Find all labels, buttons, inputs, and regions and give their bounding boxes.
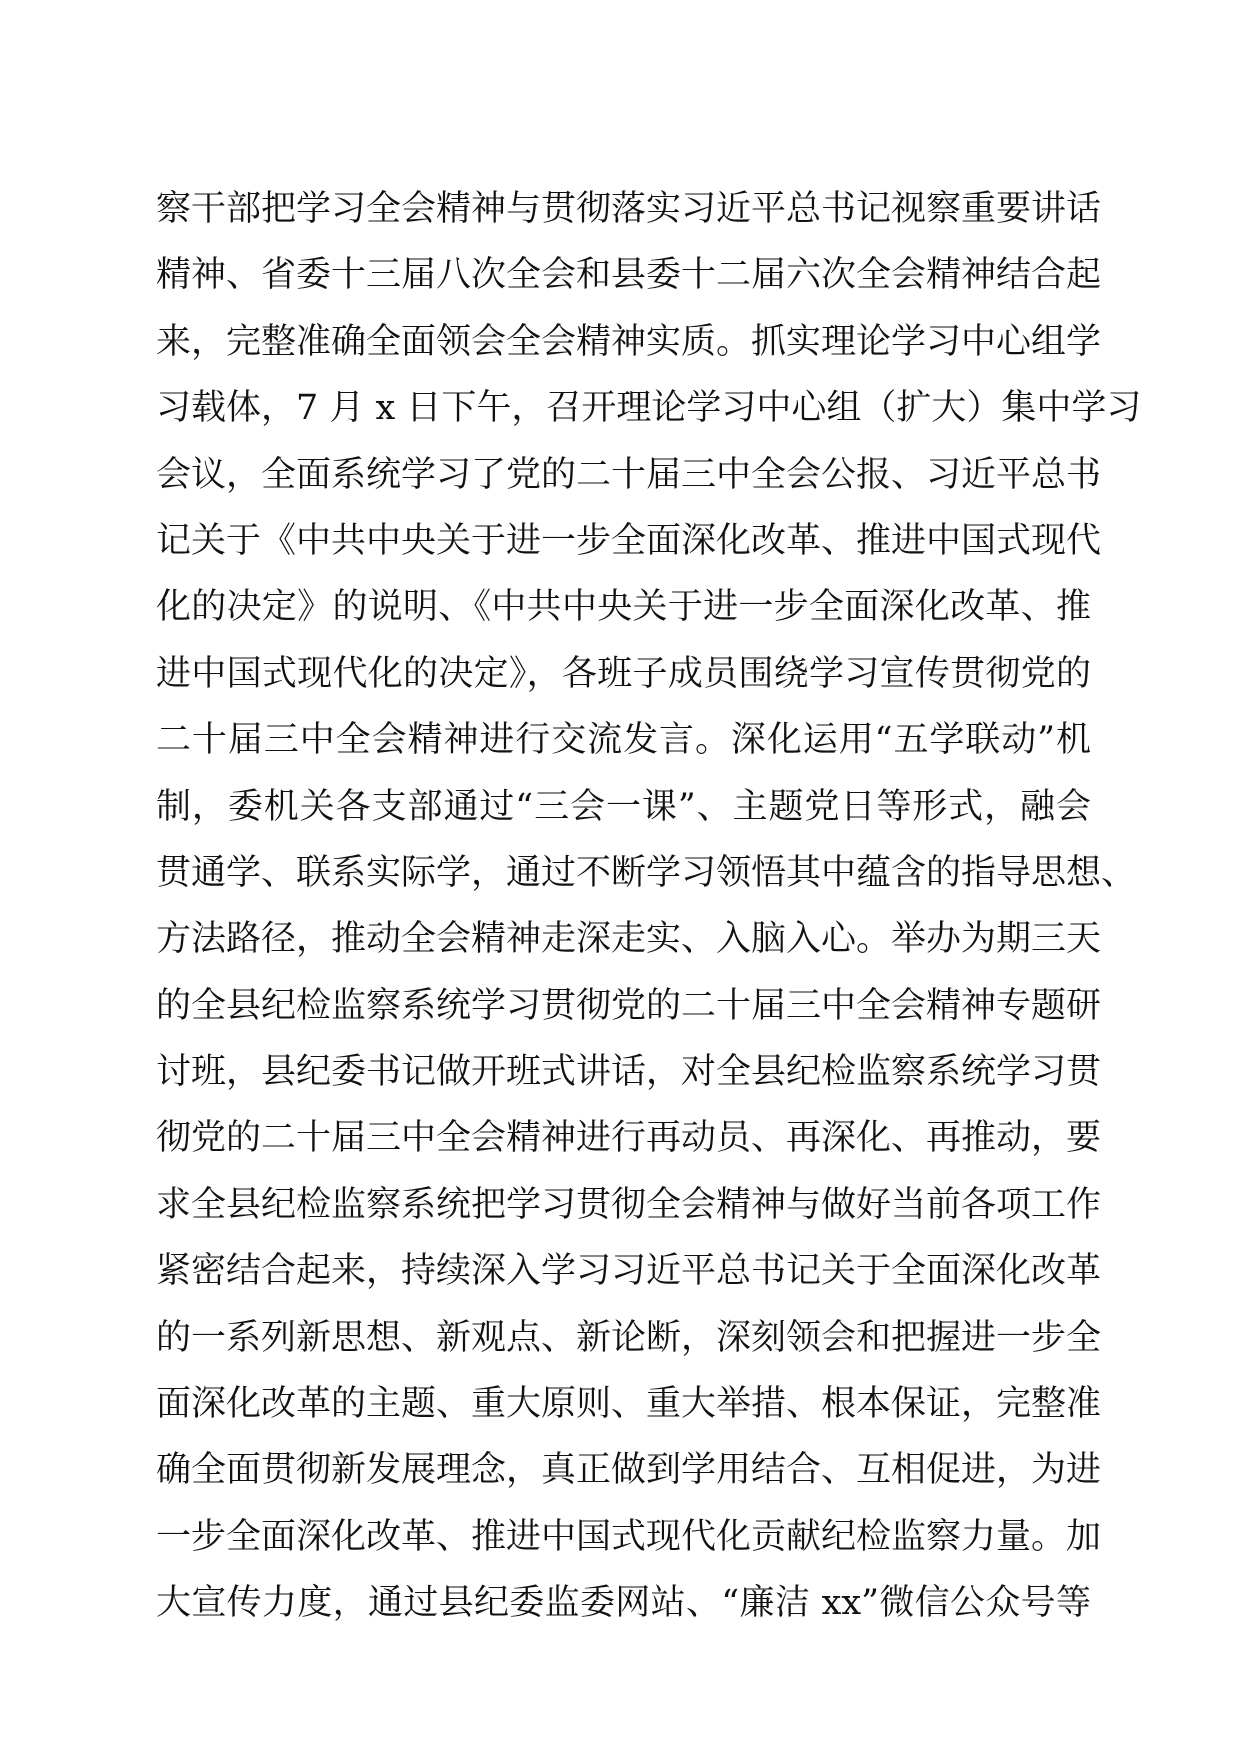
text-line-7: 化的决定》的说明、《中共中央关于进一步全面深化改革、推	[156, 587, 1091, 628]
text-line-21: 一步全面深化改革、推进中国式现代化贡献纪检监察力量。加	[156, 1516, 1102, 1557]
text-line-20: 确全面贯彻新发展理念，真正做到学用结合、互相促进，为进	[156, 1450, 1102, 1491]
text-line-19: 面深化改革的主题、重大原则、重大举措、根本保证，完整准	[156, 1384, 1102, 1425]
text-line-5: 会议，全面系统学习了党的二十届三中全会公报、习近平总书	[156, 454, 1102, 495]
text-line-14: 讨班，县纪委书记做开班式讲话，对全县纪检监察系统学习贯	[156, 1052, 1102, 1093]
text-line-12: 方法路径，推动全会精神走深走实、入脑入心。举办为期三天	[156, 919, 1102, 960]
text-line-17: 紧密结合起来，持续深入学习习近平总书记关于全面深化改革	[156, 1251, 1102, 1292]
text-line-3: 来，完整准确全面领会全会精神实质。抓实理论学习中心组学	[156, 321, 1102, 362]
text-line-13: 的全县纪检监察系统学习贯彻党的二十届三中全会精神专题研	[156, 985, 1102, 1026]
text-line-15: 彻党的二十届三中全会精神进行再动员、再深化、再推动，要	[156, 1118, 1102, 1159]
text-line-1: 察干部把学习全会精神与贯彻落实习近平总书记视察重要讲话	[156, 189, 1102, 229]
text-line-2: 精神、省委十三届八次全会和县委十二届六次全会精神结合起	[156, 255, 1102, 296]
body-paragraph	[156, 176, 1142, 1637]
text-line-22: 大宣传力度，通过县纪委监委网站、“廉洁 xx”微信公众号等	[156, 1583, 1091, 1624]
text-line-8: 进中国式现代化的决定》，各班子成员围绕学习宣传贯彻党的	[156, 653, 1091, 694]
text-line-18: 的一系列新思想、新观点、新论断，深刻领会和把握进一步全	[156, 1317, 1102, 1358]
text-line-6: 记关于《中共中央关于进一步全面深化改革、推进中国式现代	[156, 520, 1102, 561]
text-line-4: 习载体，7 月 x 日下午，召开理论学习中心组（扩大）集中学习	[156, 388, 1142, 429]
text-line-11: 贯通学、联系实际学，通过不断学习领悟其中蕴含的指导思想、	[156, 852, 1137, 893]
text-line-16: 求全县纪检监察系统把学习贯彻全会精神与做好当前各项工作	[156, 1184, 1102, 1225]
text-line-10: 制，委机关各支部通过“三会一课”、主题党日等形式，融会	[156, 786, 1091, 827]
text-line-9: 二十届三中全会精神进行交流发言。深化运用“五学联动”机	[156, 720, 1091, 761]
